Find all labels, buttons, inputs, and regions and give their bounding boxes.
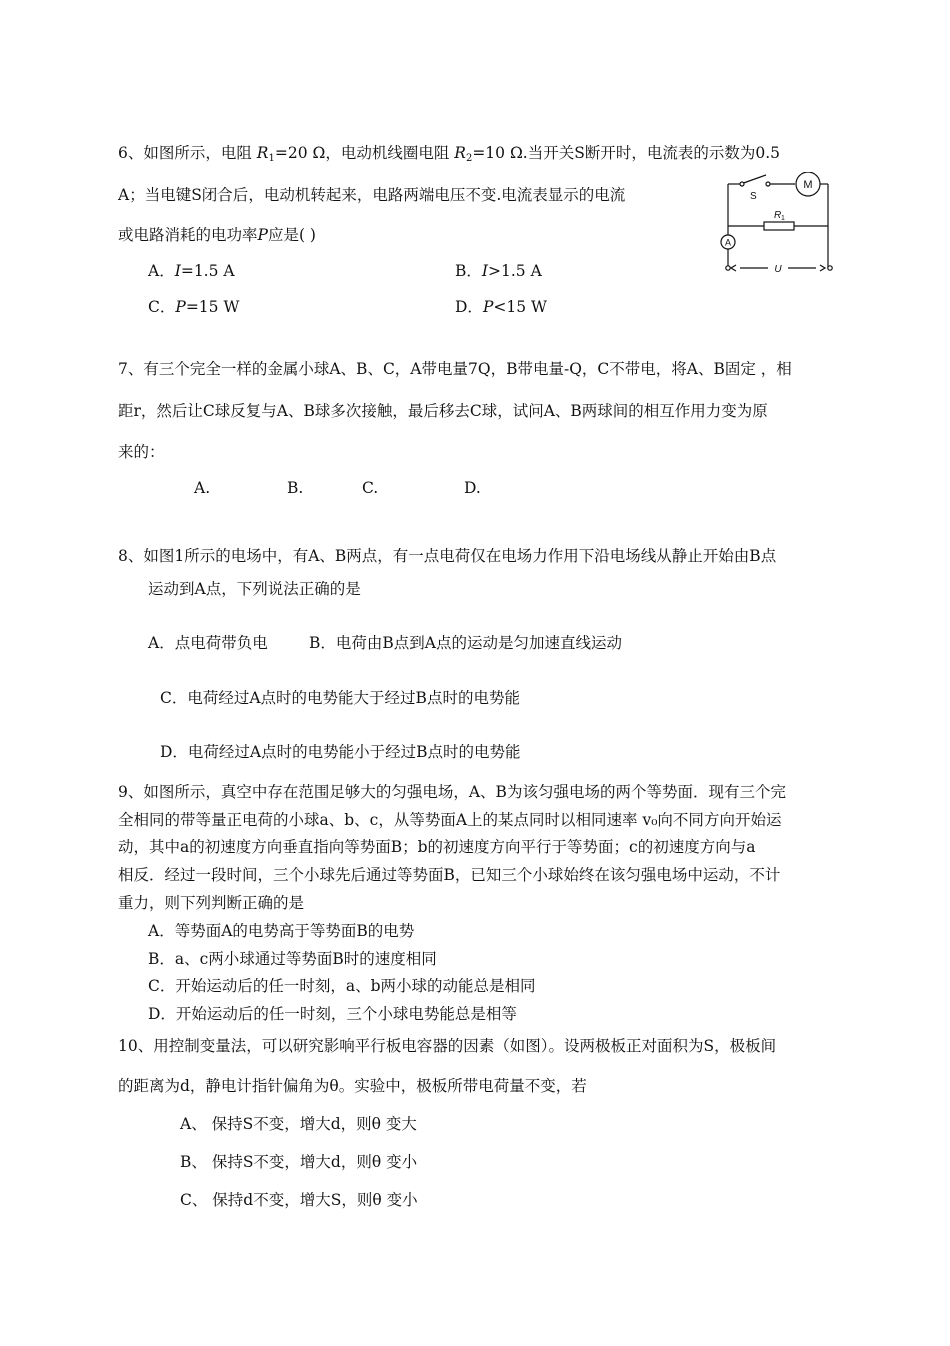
q7-option-b: B. [287,479,304,497]
q6-line-3: 或电路消耗的电功率P应是( ) [118,226,316,244]
q7-option-a: A. [194,479,211,497]
q7-option-d: D. [464,479,481,497]
terminal-left [726,266,730,270]
q10-option-b: B、 保持S不变，增大d，则θ 变小 [180,1153,418,1171]
voltage-label: U [774,264,782,275]
q7-option-c: C. [362,479,379,497]
q9-option-b: B．a、c两小球通过等势面B时的速度相同 [148,950,437,968]
motor-label: M [803,179,813,191]
q9-line-2: 全相同的带等量正电荷的小球a、b、c，从等势面A上的某点同时以相同速率 v₀向不同方向开始运 [118,811,782,829]
q9-line-3: 动，其中a的初速度方向垂直指向等势面B；b的初速度方向平行于等势面；c的初速度方向与a [118,838,756,856]
circuit-diagram [716,172,840,276]
q9-option-d: D．开始运动后的任一时刻，三个小球电势能总是相等 [148,1005,517,1023]
q6-option-d: D．P<15 W [455,298,547,316]
q9-line-5: 重力，则下列判断正确的是 [118,894,305,912]
terminal-right [828,266,832,270]
q9-option-c: C．开始运动后的任一时刻，a、b两小球的动能总是相同 [148,977,536,995]
switch-blade [744,175,767,183]
q9-option-a: A．等势面A的电势高于等势面B的电势 [148,922,415,940]
q6-option-b: B．I>1.5 A [455,262,542,280]
q7-line-1: 7、有三个完全一样的金属小球A、B、C，A带电量7Q，B带电量-Q，C不带电，将A、B固定 ，相 [118,360,792,378]
switch-contact-right [766,182,770,186]
q8-line-1: 8、如图1所示的电场中，有A、B两点，有一点电荷仅在电场力作用下沿电场线从静止开始由B点 [118,547,777,565]
ammeter-label: A [724,237,732,248]
q7-line-3: 来的： [118,443,165,461]
u-arrowhead-right [820,265,825,271]
q8-option-d: D．电荷经过A点时的电势能小于经过B点时的电势能 [160,743,521,761]
q8-option-c: C．电荷经过A点时的电势能大于经过B点时的电势能 [160,689,520,707]
switch-label: S [750,191,757,202]
u-arrowhead-left [731,265,736,271]
q6-option-a: A．I=1.5 A [148,262,235,280]
q6-line-2: A；当电键S闭合后，电动机转起来，电路两端电压不变.电流表显示的电流 [118,186,626,204]
q10-line-1: 10、用控制变量法，可以研究影响平行板电容器的因素（如图）。设两极板正对面积为S，极板间 [118,1037,777,1055]
q9-line-1: 9、如图所示，真空中存在范围足够大的匀强电场，A、B为该匀强电场的两个等势面．现有三个完 [118,783,786,801]
q6-line-1: 6、如图所示，电阻 $R_1=20$ Ω，电动机线圈电阻 $R_2=10$ Ω.当开关S断开时，电流表的示数为0.5 [118,144,780,164]
q6-option-c: C．P=15 W [148,298,240,316]
q10-option-c: C、 保持d不变，增大S，则θ 变小 [180,1191,418,1209]
q10-line-2: 的距离为d，静电计指针偏角为θ。实验中，极板所带电荷量不变，若 [118,1077,587,1095]
q7-line-2: 距r，然后让C球反复与A、B球多次接触，最后移去C球，试问A、B两球间的相互作用力变为原 [118,402,768,420]
q8-option-a: A．点电荷带负电 [148,634,268,652]
resistor-label-sub: 1 [781,215,785,222]
q8-option-b: B．电荷由B点到A点的运动是匀加速直线运动 [309,634,622,652]
q10-option-a: A、 保持S不变，增大d，则θ 变大 [180,1115,417,1133]
resistor-label: R [774,210,782,221]
resistor-r1 [764,222,794,230]
q9-line-4: 相反．经过一段时间，三个小球先后通过等势面B，已知三个小球始终在该匀强电场中运动，不计 [118,866,781,884]
q8-line-2: 运动到A点，下列说法正确的是 [148,580,361,598]
